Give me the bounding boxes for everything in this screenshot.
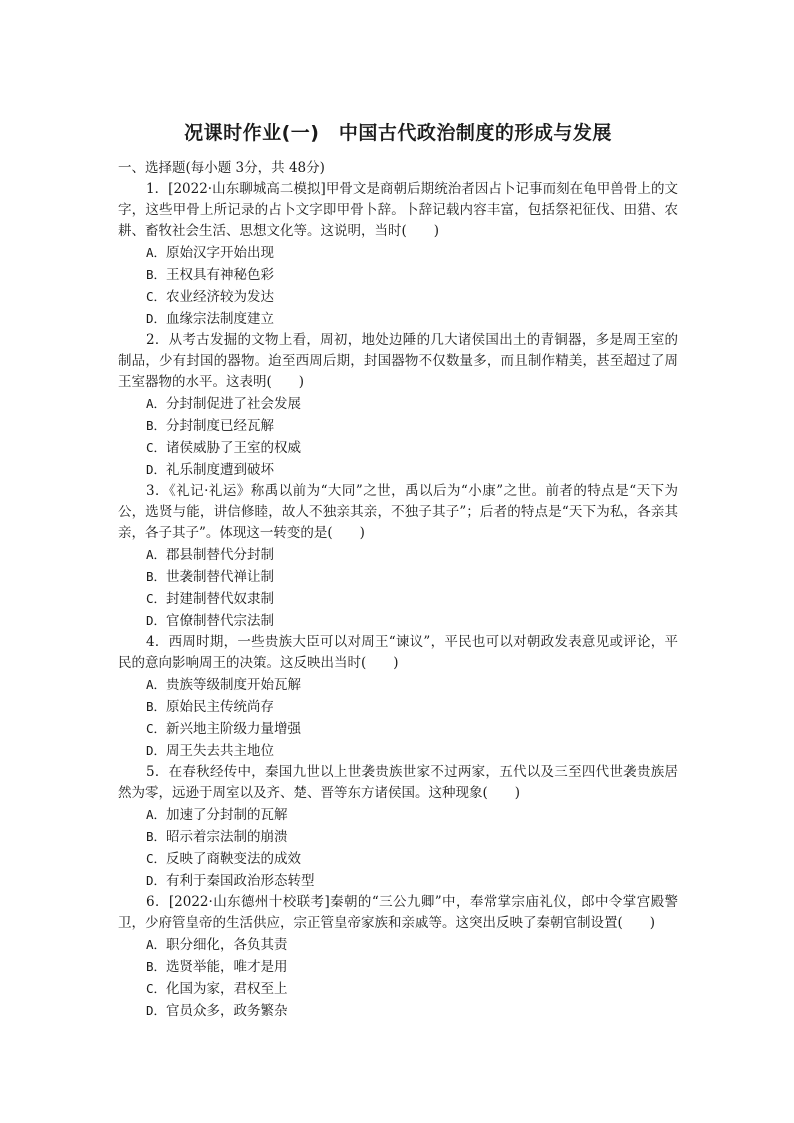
option-text: 分封制度已经瓦解	[166, 418, 275, 434]
question-stem: 2．从考古发掘的文物上看，周初，地处边陲的几大诸侯国出土的青铜器，多是周王室的制品，少有封国的器物。迨至西周后期，封国器物不仅数量多，而且制作精美，甚至超过了周王室器物的水平。这表明( )	[118, 332, 678, 390]
question-stem: 5．在春秋经传中，秦国九世以上世袭贵族世家不过两家，五代以及三至四代世袭贵族居然为零，远逊于周室以及齐、楚、晋等东方诸侯国。这种现象( )	[118, 764, 678, 801]
option-list	[118, 934, 678, 1022]
option-text: 诸侯威胁了王室的权威	[166, 440, 302, 456]
option-letter: D．	[146, 613, 167, 628]
option-item	[118, 1000, 678, 1022]
option-item	[118, 286, 678, 308]
question-1	[118, 179, 678, 330]
option-letter: C．	[146, 591, 167, 606]
question-3	[118, 481, 678, 632]
question-list	[118, 179, 678, 1022]
question-5	[118, 762, 678, 892]
option-item	[118, 674, 678, 696]
question-4	[118, 632, 678, 762]
question-stem: 4．西周时期，一些贵族大臣可以对周王“谏议”，平民也可以对朝政发表意见或评论，平民的意向影响周王的决策。这反映出当时( )	[118, 634, 678, 671]
option-text: 礼乐制度遭到破坏	[166, 462, 275, 478]
option-text: 封建制替代奴隶制	[166, 591, 275, 607]
section-heading: 一、选择题(每小题 3分，共 48分)	[118, 160, 325, 176]
option-item	[118, 934, 678, 956]
option-letter: D．	[146, 311, 167, 326]
option-letter: D．	[146, 1003, 167, 1018]
option-text: 官僚制替代宗法制	[166, 613, 275, 629]
option-list	[118, 393, 678, 481]
option-letter: B．	[146, 699, 167, 714]
option-text: 原始民主传统尚存	[166, 699, 275, 715]
option-item	[118, 848, 678, 870]
option-list	[118, 674, 678, 762]
option-text: 官员众多，政务繁杂	[166, 1003, 288, 1019]
option-text: 分封制促进了社会发展	[166, 396, 302, 412]
option-letter: A．	[146, 245, 167, 260]
option-text: 职分细化，各负其责	[166, 937, 288, 953]
option-item	[118, 696, 678, 718]
option-list	[118, 544, 678, 632]
option-text: 郡县制替代分封制	[166, 547, 275, 563]
option-letter: B．	[146, 418, 167, 433]
option-list	[118, 242, 678, 330]
option-text: 反映了商鞅变法的成效	[166, 851, 302, 867]
option-letter: B．	[146, 267, 167, 282]
option-text: 有利于秦国政治形态转型	[166, 873, 315, 889]
option-text: 周王失去共主地位	[166, 743, 275, 759]
option-text: 化国为家，君权至上	[166, 981, 288, 997]
option-text: 原始汉字开始出现	[166, 245, 275, 261]
option-letter: D．	[146, 743, 167, 758]
option-item	[118, 870, 678, 892]
option-text: 昭示着宗法制的崩溃	[166, 829, 288, 845]
question-stem: 3．《礼记·礼运》称禹以前为“大同”之世，禹以后为“小康”之世。前者的特点是“天下为公，选贤与能，讲信修睦，故人不独亲其亲，不独子其子”；后者的特点是“天下为私，各亲其亲，各子其子”。体现这一转变的是( )	[118, 483, 678, 541]
option-item	[118, 740, 678, 762]
document-page	[118, 118, 678, 1022]
option-item	[118, 264, 678, 286]
option-letter: A．	[146, 677, 167, 692]
question-6	[118, 892, 678, 1022]
option-letter: C．	[146, 289, 167, 304]
option-text: 选贤举能，唯才是用	[166, 959, 288, 975]
option-item	[118, 804, 678, 826]
option-letter: B．	[146, 569, 167, 584]
option-item	[118, 415, 678, 437]
question-stem: 1．[2022·山东聊城高二模拟]甲骨文是商朝后期统治者因占卜记事而刻在龟甲兽骨上的文字，这些甲骨上所记录的占卜文字即甲骨卜辞。卜辞记载内容丰富，包括祭祀征伐、田猎、农耕、畜牧社会生活、思想文化等。这说明，当时( )	[118, 181, 678, 239]
option-text: 新兴地主阶级力量增强	[166, 721, 302, 737]
option-item	[118, 242, 678, 264]
option-text: 世袭制替代禅让制	[166, 569, 275, 585]
option-letter: A．	[146, 396, 167, 411]
option-item	[118, 437, 678, 459]
option-item	[118, 978, 678, 1000]
option-letter: B．	[146, 829, 167, 844]
page-title: 况课时作业(一) 中国古代政治制度的形成与发展	[184, 122, 612, 144]
option-item	[118, 566, 678, 588]
option-letter: D．	[146, 873, 167, 888]
option-letter: C．	[146, 851, 167, 866]
option-item	[118, 393, 678, 415]
option-text: 贵族等级制度开始瓦解	[166, 677, 302, 693]
option-item	[118, 459, 678, 481]
option-letter: A．	[146, 937, 167, 952]
option-item	[118, 718, 678, 740]
option-text: 血缘宗法制度建立	[166, 311, 275, 327]
option-letter: A．	[146, 547, 167, 562]
option-item	[118, 956, 678, 978]
option-item	[118, 544, 678, 566]
option-text: 农业经济较为发达	[166, 289, 275, 305]
option-text: 王权具有神秘色彩	[166, 267, 275, 283]
option-list	[118, 804, 678, 892]
option-item	[118, 826, 678, 848]
option-letter: A．	[146, 807, 167, 822]
option-letter: D．	[146, 462, 167, 477]
option-letter: C．	[146, 440, 167, 455]
option-text: 加速了分封制的瓦解	[166, 807, 288, 823]
option-item	[118, 610, 678, 632]
option-letter: B．	[146, 959, 167, 974]
option-item	[118, 308, 678, 330]
question-stem: 6．[2022·山东德州十校联考]秦朝的“三公九卿”中，奉常掌宗庙礼仪，郎中令掌宫殿警卫，少府管皇帝的生活供应，宗正管皇帝家族和亲戚等。这突出反映了秦朝官制设置( )	[118, 894, 678, 931]
option-item	[118, 588, 678, 610]
option-letter: C．	[146, 721, 167, 736]
question-2	[118, 330, 678, 481]
option-letter: C．	[146, 981, 167, 996]
